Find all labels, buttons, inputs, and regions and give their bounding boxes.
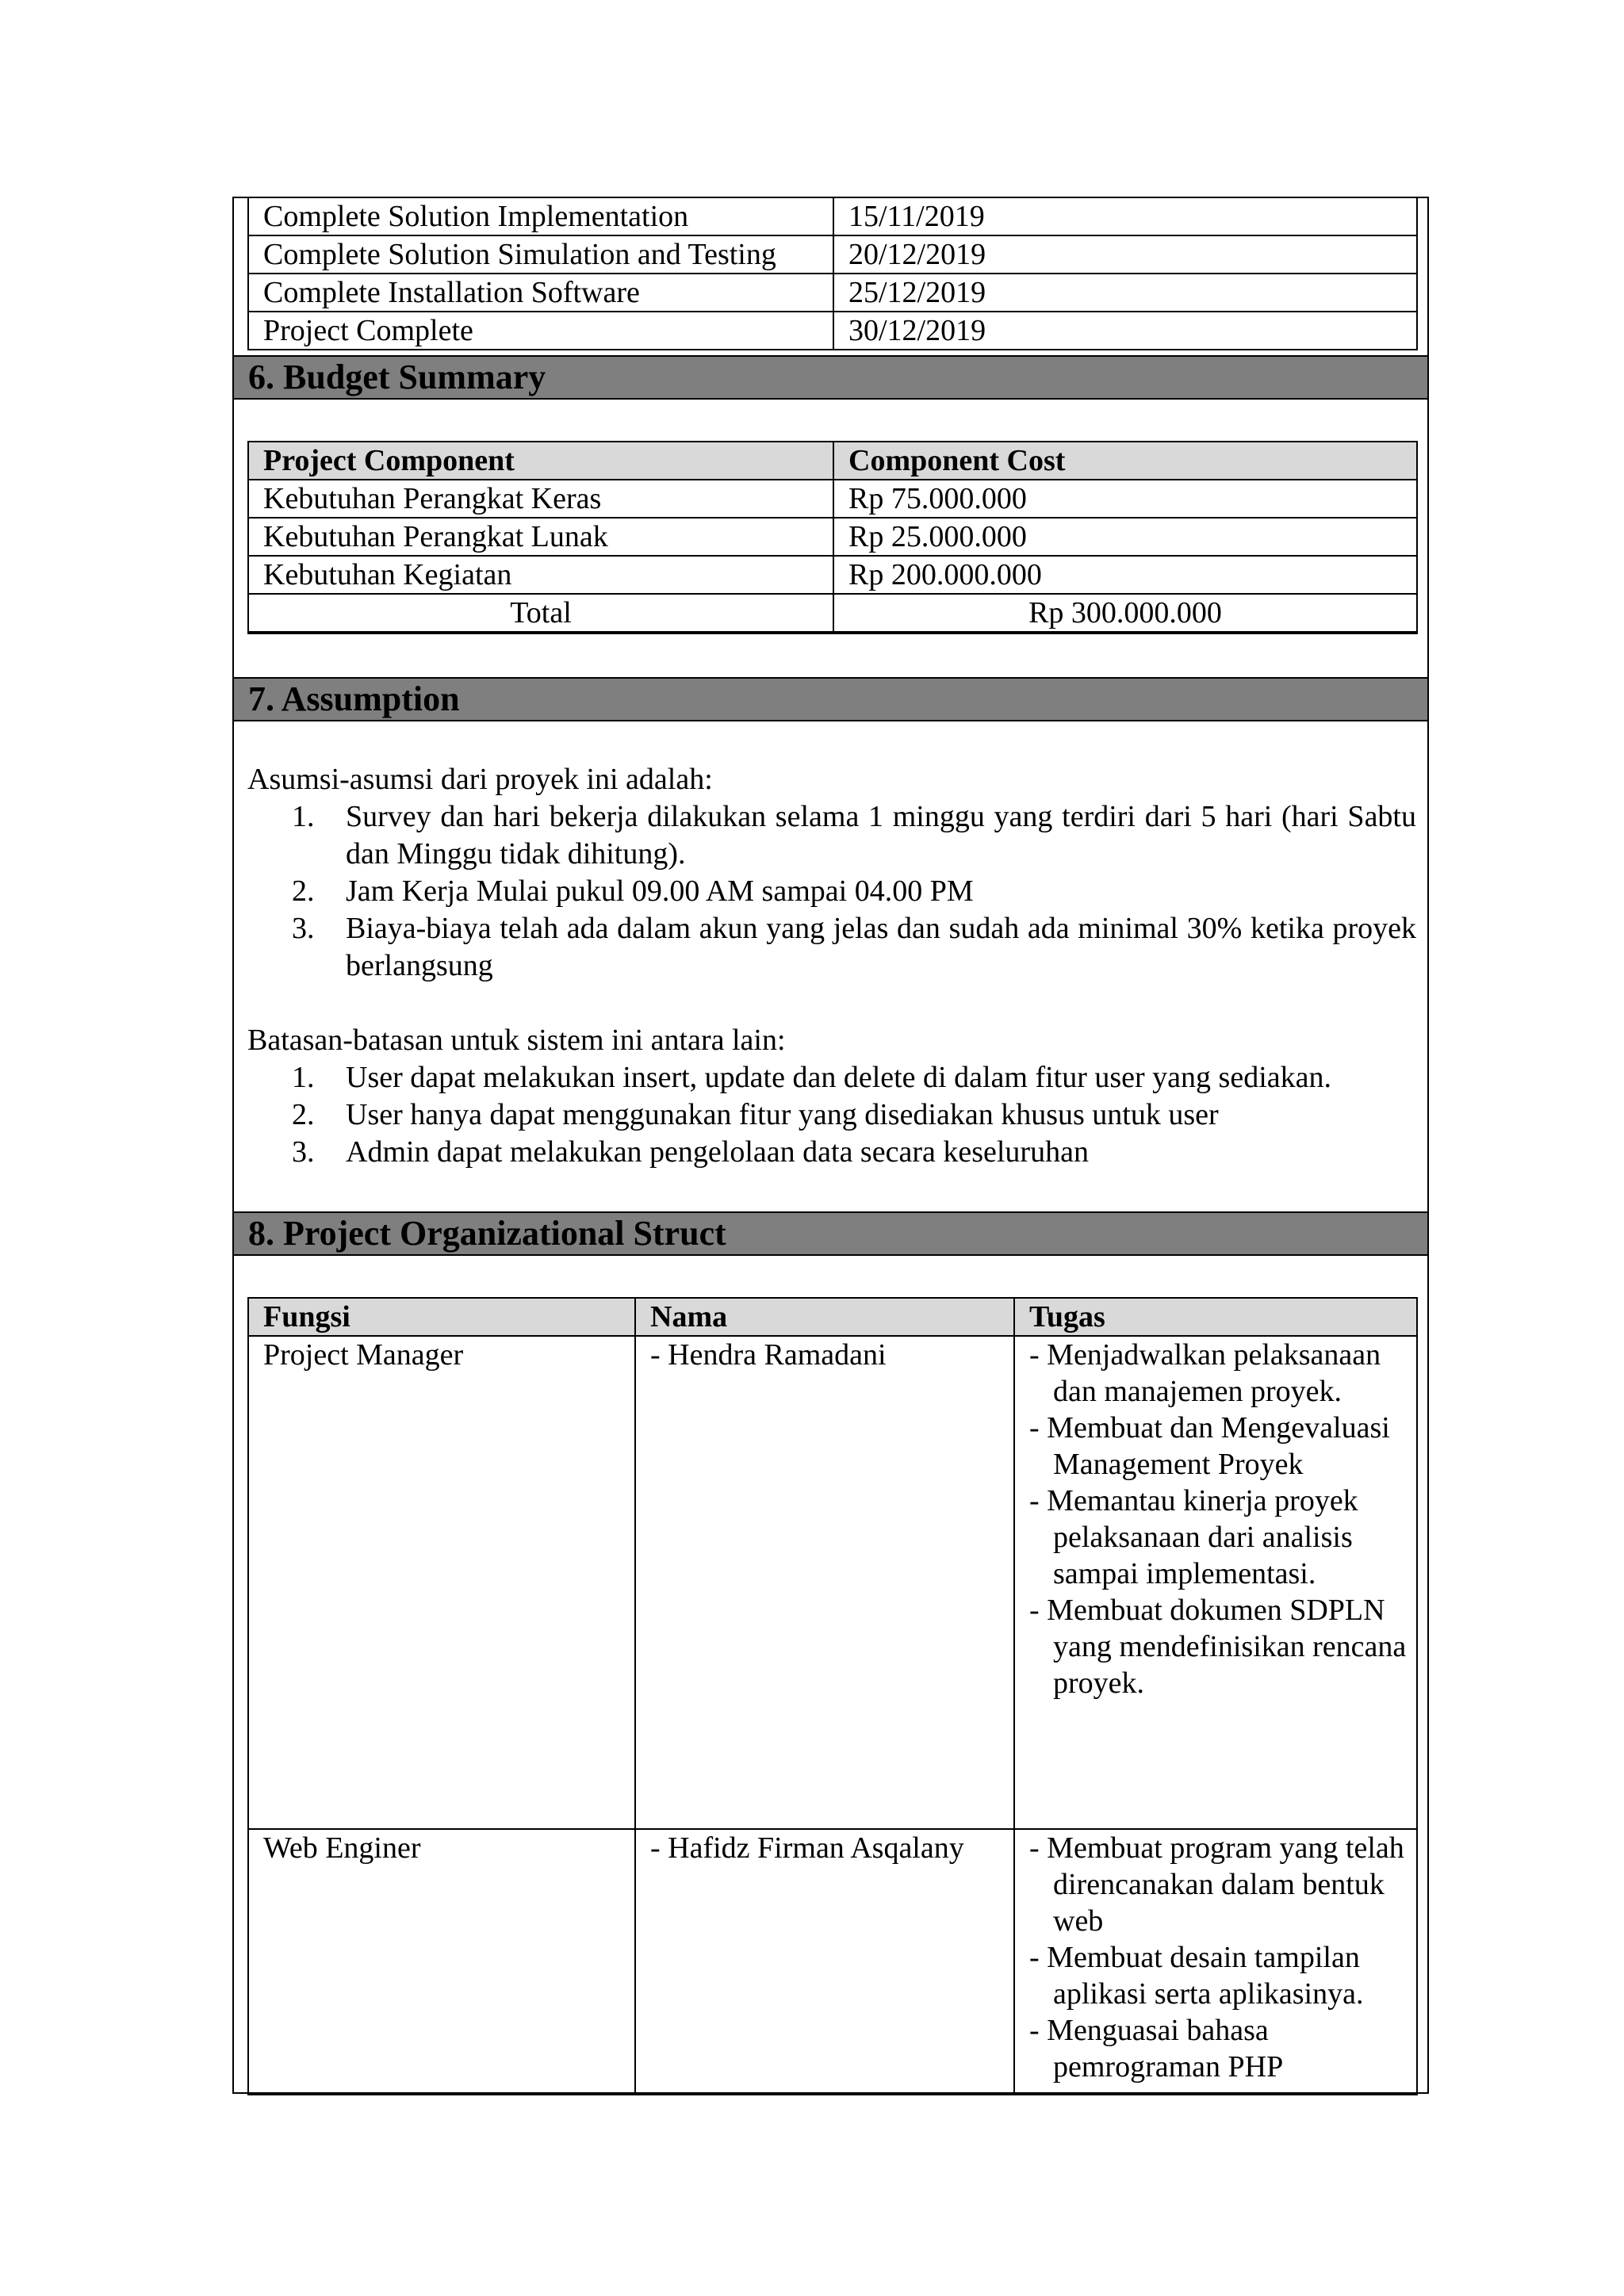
- budget-cost: Rp 25.000.000: [833, 518, 1417, 556]
- list-number: 3.: [292, 1135, 315, 1169]
- table-row: [248, 518, 1417, 556]
- document-frame: [232, 197, 1429, 2094]
- budget-table-wrap: [247, 441, 1416, 634]
- table-row: [248, 1336, 1417, 1829]
- schedule-date: 25/12/2019: [833, 274, 1417, 312]
- list-item: [247, 1096, 1416, 1134]
- table-row: [248, 312, 1417, 350]
- col-header-nama: Nama: [635, 1298, 1014, 1336]
- table-row: [248, 1829, 1417, 2095]
- col-header-tugas: Tugas: [1014, 1298, 1417, 1336]
- tugas-item: - Memantau kinerja proyek pelaksanaan dari analisis sampai implementasi.: [1029, 1484, 1358, 1590]
- table-row: [248, 556, 1417, 594]
- budget-component: Kebutuhan Perangkat Keras: [248, 480, 833, 518]
- table-row-total: [248, 594, 1417, 632]
- assumption-list: [247, 798, 1416, 985]
- schedule-task: Complete Solution Simulation and Testing: [248, 235, 833, 274]
- schedule-table-wrap: [247, 198, 1416, 350]
- tugas-item: - Membuat dan Mengevaluasi Management Proyek: [1029, 1411, 1390, 1481]
- limits-list: [247, 1059, 1416, 1171]
- schedule-date: 20/12/2019: [833, 235, 1417, 274]
- org-nama: - Hendra Ramadani: [635, 1336, 1014, 1829]
- budget-cost: Rp 75.000.000: [833, 480, 1417, 518]
- org-fungsi: Project Manager: [248, 1336, 635, 1829]
- list-number: 3.: [292, 912, 315, 945]
- schedule-task: Complete Solution Implementation: [248, 198, 833, 235]
- schedule-date: 30/12/2019: [833, 312, 1417, 350]
- table-header-row: [248, 1298, 1417, 1336]
- list-text: Biaya-biaya telah ada dalam akun yang jelas dan sudah ada minimal 30% ketika proyek berlangsung: [346, 912, 1416, 982]
- table-row: [248, 480, 1417, 518]
- list-text: Admin dapat melakukan pengelolaan data secara keseluruhan: [346, 1135, 1089, 1169]
- tugas-item: - Menguasai bahasa pemrograman PHP: [1029, 2014, 1284, 2084]
- table-row: [248, 235, 1417, 274]
- tugas-item: - Membuat program yang telah direncanakan dalam bentuk web: [1029, 1831, 1404, 1938]
- list-item: [247, 798, 1416, 873]
- budget-total-label: Total: [248, 594, 833, 632]
- list-text: User dapat melakukan insert, update dan delete di dalam fitur user yang sediakan.: [346, 1061, 1331, 1094]
- tugas-item: - Menjadwalkan pelaksanaan dan manajemen proyek.: [1029, 1338, 1381, 1408]
- list-item: [247, 873, 1416, 910]
- schedule-task: Project Complete: [248, 312, 833, 350]
- section-heading-assumption: 7. Assumption: [234, 677, 1427, 721]
- list-number: 2.: [292, 1098, 315, 1131]
- list-item: [247, 1134, 1416, 1171]
- col-header-component: Project Component: [248, 442, 833, 480]
- section-heading-budget: 6. Budget Summary: [234, 355, 1427, 400]
- table-row: [248, 274, 1417, 312]
- list-number: 1.: [292, 1061, 315, 1094]
- assumption-intro: Asumsi-asumsi dari proyek ini adalah:: [247, 763, 713, 796]
- table-row-empty: [248, 632, 1417, 633]
- table-header-row: [248, 442, 1417, 480]
- list-number: 1.: [292, 800, 315, 833]
- tugas-item: - Membuat desain tampilan aplikasi serta aplikasinya.: [1029, 1941, 1364, 2011]
- list-text: Survey dan hari bekerja dilakukan selama 1 minggu yang terdiri dari 5 hari (hari Sabtu dan Minggu tidak dihitung).: [346, 800, 1416, 871]
- limits-intro: Batasan-batasan untuk sistem ini antara lain:: [247, 1024, 786, 1057]
- empty-cell: [833, 632, 1417, 633]
- budget-table: [247, 441, 1418, 634]
- table-row: [248, 198, 1417, 235]
- org-table: [247, 1297, 1418, 2095]
- budget-component: Kebutuhan Kegiatan: [248, 556, 833, 594]
- budget-component: Kebutuhan Perangkat Lunak: [248, 518, 833, 556]
- budget-total-value: Rp 300.000.000: [833, 594, 1417, 632]
- org-nama: - Hafidz Firman Asqalany: [635, 1829, 1014, 2095]
- tugas-item: - Membuat dokumen SDPLN yang mendefinisikan rencana proyek.: [1029, 1594, 1407, 1700]
- section-heading-org: 8. Project Organizational Struct: [234, 1211, 1427, 1256]
- org-fungsi: Web Enginer: [248, 1829, 635, 2095]
- col-header-cost: Component Cost: [833, 442, 1417, 480]
- schedule-task: Complete Installation Software: [248, 274, 833, 312]
- org-tugas: [1014, 1829, 1417, 2095]
- empty-cell: [248, 632, 833, 633]
- org-tugas: [1014, 1336, 1417, 1829]
- schedule-table: [247, 198, 1418, 350]
- budget-cost: Rp 200.000.000: [833, 556, 1417, 594]
- list-number: 2.: [292, 874, 315, 908]
- assumption-block: [247, 761, 1416, 1171]
- list-item: [247, 910, 1416, 985]
- col-header-fungsi: Fungsi: [248, 1298, 635, 1336]
- org-table-wrap: [247, 1297, 1416, 2095]
- list-text: User hanya dapat menggunakan fitur yang disediakan khusus untuk user: [346, 1098, 1219, 1131]
- list-text: Jam Kerja Mulai pukul 09.00 AM sampai 04.00 PM: [346, 874, 974, 908]
- schedule-date: 15/11/2019: [833, 198, 1417, 235]
- list-item: [247, 1059, 1416, 1096]
